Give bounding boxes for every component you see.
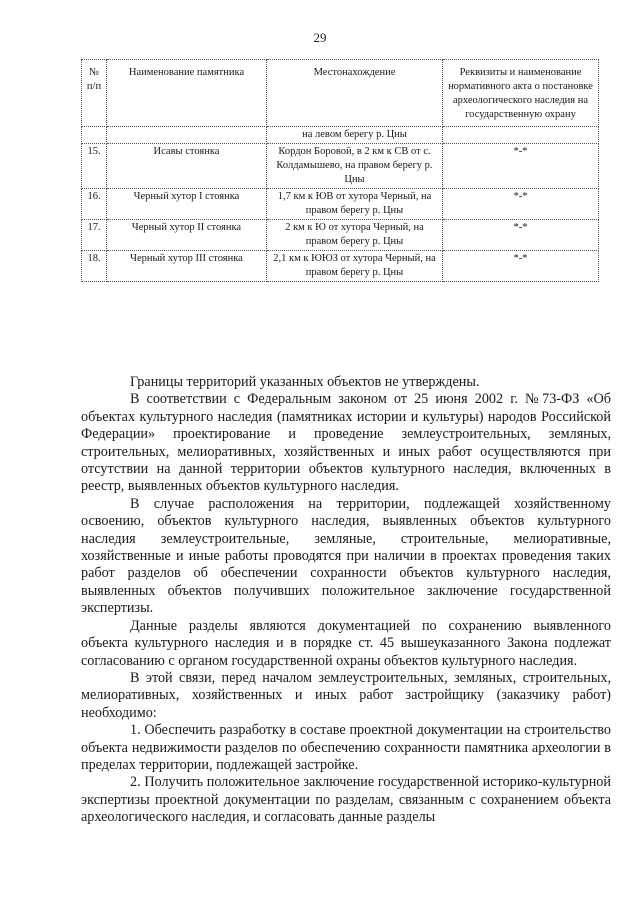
row-name: Черный хутор III стоянка [107,251,267,282]
row-location: 1,7 км к ЮВ от хутора Черный, на правом берегу р. Цны [267,189,443,220]
table-row [82,220,599,251]
row-requisites: *-* [443,144,599,189]
header-requisites: Реквизиты и наименование нормативного акта о постановке археологического наследия на государственную охрану [443,60,599,127]
continuation-location: на левом берегу р. Цны [267,127,443,144]
paragraph: 2. Получить положительное заключение государственной историко-культурной экспертизы проектной документации по разделам, связанным с сохранением объекта археологического наследия, и согласовать данные разделы [81,774,611,826]
row-name: Черный хутор II стоянка [107,220,267,251]
table-row-continuation [82,127,599,144]
table-header-row [82,60,599,127]
paragraph: В этой связи, перед началом землеустроительных, земляных, строительных, мелиоративных, хозяйственных и иных работ застройщику (заказчику работ) необходимо: [81,669,611,721]
paragraph: Данные разделы являются документацией по сохранению выявленного объекта культурного наследия и в порядке ст. 45 вышеуказанного Закона подлежат согласованию с органом государственной охраны объектов культурного наследия. [81,617,611,669]
monuments-table [81,59,599,282]
paragraph: Границы территорий указанных объектов не утверждены. [130,374,480,390]
row-location: Кордон Боровой, в 2 км к СВ от с. Колдамышево, на правом берегу р. Цны [267,144,443,189]
row-name: Черный хутор I стоянка [107,189,267,220]
row-num: 18. [82,251,107,282]
table-row [82,251,599,282]
table-row [82,144,599,189]
paragraph: 1. Обеспечить разработку в составе проектной документации на строительство объекта недвижимости разделов по обеспечению сохранности памятника археологии в пределах территории, подлежащей застройке. [81,722,611,773]
body-text [81,374,611,827]
header-num: № п/п [82,60,107,127]
row-location: 2 км к Ю от хутора Черный, на правом берегу р. Цны [267,220,443,251]
row-location: 2,1 км к ЮЮЗ от хутора Черный, на правом берегу р. Цны [267,251,443,282]
row-requisites: *-* [443,220,599,251]
paragraph: В соответствии с Федеральным законом от 25 июня 2002 г. №73-ФЗ «Об объектах культурного наследия (памятниках истории и культуры) народов Российской Федерации» проектирование и проведение землеустроительных, земляных, строительных, мелиоративных, хозяйственных и иных работ осуществляются при отсутствии на данной территории объектов культурного наследия, включенных в реестр, выявленных объектов культурного наследия. [81,391,611,495]
header-location: Местонахождение [267,60,443,127]
header-name: Наименование памятника [107,60,267,127]
row-name: Исавы стоянка [107,144,267,189]
row-num: 17. [82,220,107,251]
page-number: 29 [313,30,327,45]
row-requisites: *-* [443,251,599,282]
row-requisites: *-* [443,189,599,220]
row-num: 15. [82,144,107,189]
row-num: 16. [82,189,107,220]
paragraph: В случае расположения на территории, подлежащей хозяйственному освоению, объектов культурного наследия, выявленных объектов культурного наследия землеустроительные, земляные, строительные, мелиоративные, хозяйственные и иные работы проводятся при наличии в проектах проведения таких работ разделов об обеспечении сохранности объектов культурного наследия, выявленных объектов получивших положительное заключение государственной экспертизы. [81,495,611,617]
table-row [82,189,599,220]
